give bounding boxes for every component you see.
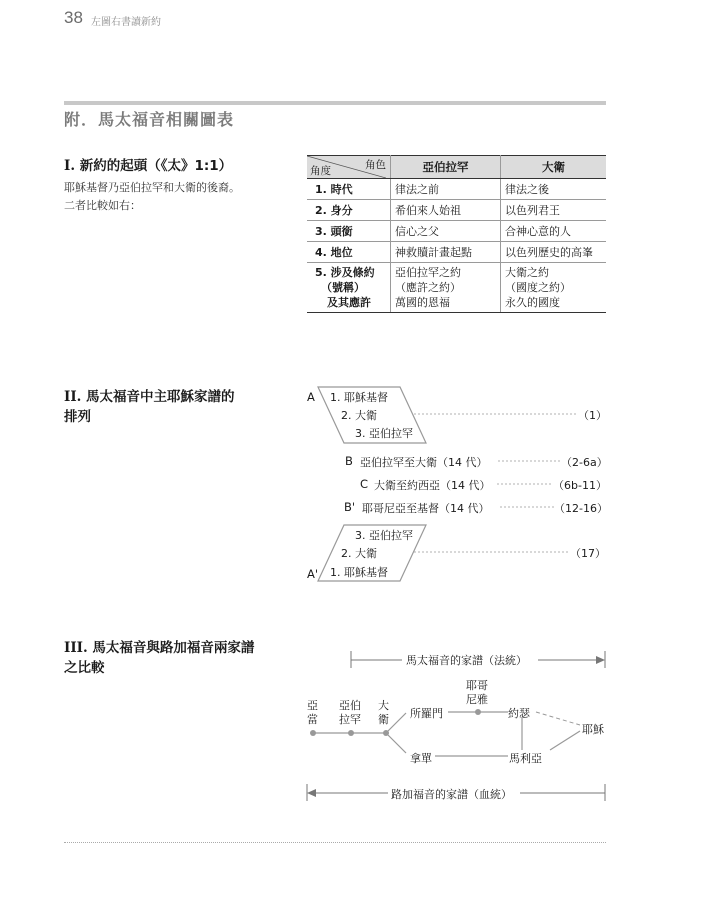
node-david-label-1: 大: [378, 699, 389, 712]
row5-label-line1: 5. 涉及條約: [315, 266, 375, 279]
section1-body-line2: 二者比較如右：: [64, 199, 141, 212]
row5-label-line3: 及其應許: [327, 296, 371, 309]
row-abraham: 信心之父: [391, 221, 501, 242]
luke-arrowhead: [307, 789, 316, 797]
row-david: 律法之後: [501, 179, 607, 200]
node-solomon-label: 所羅門: [410, 707, 443, 720]
matthew-genealogy-label: 馬太福音的家譜（法統）: [406, 654, 527, 667]
chiasm-label-a-prime: A': [307, 567, 319, 581]
corner-top-label: 角色: [365, 159, 386, 171]
section2-heading-text: 馬太福音中主耶穌家譜的: [86, 389, 235, 405]
book-title: 左圖右書讀新約: [91, 17, 161, 28]
row5-david-line2: （國度之約）: [505, 281, 571, 294]
node-adam-label-2: 當: [307, 713, 318, 726]
table-col-abraham: 亞伯拉罕: [391, 156, 501, 179]
node-abraham: [348, 730, 354, 736]
node-joseph-label: 約瑟: [508, 707, 530, 720]
row-abraham: 律法之前: [391, 179, 501, 200]
row-abraham: 神救贖計畫起點: [391, 242, 501, 263]
a-item-abraham: 3. 亞伯拉罕: [355, 427, 413, 440]
a-prime-item-jesus: 1. 耶穌基督: [330, 566, 388, 579]
a-reference: （1）: [578, 409, 607, 422]
row-label: 3. 頭銜: [307, 221, 391, 242]
b-reference: （2-6a）: [561, 456, 608, 469]
c-text: 大衛至約西亞（14 代）: [374, 479, 491, 492]
footer-divider: [64, 842, 606, 843]
b-prime-reference: （12-16）: [554, 502, 608, 515]
row5-david-line1: 大衛之約: [505, 266, 549, 279]
node-abraham-label-2: 拉罕: [339, 713, 361, 726]
line-joseph-jesus: [536, 712, 580, 725]
section3-heading-line2: 之比較: [64, 660, 105, 676]
a-item-jesus: 1. 耶穌基督: [330, 391, 388, 404]
a-prime-item-abraham: 3. 亞伯拉罕: [355, 529, 413, 542]
c-reference: （6b-11）: [553, 479, 607, 492]
a-prime-item-david: 2. 大衛: [341, 547, 377, 560]
node-david-label-2: 衛: [378, 713, 389, 726]
page-number: 38: [64, 8, 83, 27]
node-adam: [310, 730, 316, 736]
node-david: [383, 730, 389, 736]
chiasm-label-a: A: [307, 390, 315, 404]
node-jeconiah-label-2: 尼雅: [466, 693, 488, 706]
page-title: 附．馬太福音相關圖表: [64, 110, 235, 129]
chiasm-label-b: B: [345, 454, 353, 468]
corner-bottom-label: 角度: [310, 165, 331, 177]
row5-abraham-line1: 亞伯拉罕之約: [395, 266, 461, 279]
matthew-arrowhead: [596, 656, 605, 664]
section1-body-line1: 耶穌基督乃亞伯拉罕和大衛的後裔。: [64, 181, 240, 194]
a-prime-reference: （17）: [570, 547, 606, 560]
row-label: 4. 地位: [307, 242, 391, 263]
node-nathan-label: 拿單: [410, 752, 432, 765]
node-jeconiah-label-1: 耶哥: [466, 679, 488, 692]
luke-genealogy-label: 路加福音的家譜（血統）: [391, 788, 512, 801]
a-item-david: 2. 大衛: [341, 409, 377, 422]
section2-heading-prefix: II.: [64, 389, 87, 405]
b-prime-text: 耶哥尼亞至基督（14 代）: [362, 502, 490, 515]
section1-heading-prefix: I.: [64, 158, 80, 174]
section3-heading-prefix: III.: [64, 640, 93, 656]
node-jesus-label: 耶穌: [582, 723, 604, 736]
b-text: 亞伯拉罕至大衛（14 代）: [360, 456, 488, 469]
table-col-david: 大衛: [501, 156, 607, 179]
row5-label-line2: （號稱）: [321, 281, 365, 294]
row5-abraham-line3: 萬國的恩福: [395, 296, 450, 309]
row-david: 以色列君王: [501, 200, 607, 221]
node-jeconiah: [475, 709, 481, 715]
row5-abraham-line2: （應許之約）: [395, 281, 461, 294]
chiasm-label-b-prime: B': [344, 500, 356, 514]
line-david-nathan: [386, 733, 406, 753]
node-abraham-label-1: 亞伯: [339, 699, 361, 712]
chiasm-label-c: C: [360, 477, 369, 491]
row-abraham: 希伯來人始祖: [391, 200, 501, 221]
section3-heading-text: 馬太福音與路加福音兩家譜: [92, 640, 255, 656]
line-david-solomon: [386, 713, 406, 733]
row-david: 以色列歷史的高峯: [501, 242, 607, 263]
node-mary-label: 馬利亞: [509, 752, 542, 765]
line-mary-jesus: [550, 731, 580, 750]
row5-david-line3: 永久的國度: [505, 296, 560, 309]
row-david: 合神心意的人: [501, 221, 607, 242]
row-label: 2. 身分: [307, 200, 391, 221]
section1-heading-main: 新約的起頭（《太》1:1）: [79, 158, 233, 174]
row-label: 1. 時代: [307, 179, 391, 200]
node-adam-label-1: 亞: [307, 699, 318, 712]
section2-heading-line2: 排列: [64, 409, 91, 425]
